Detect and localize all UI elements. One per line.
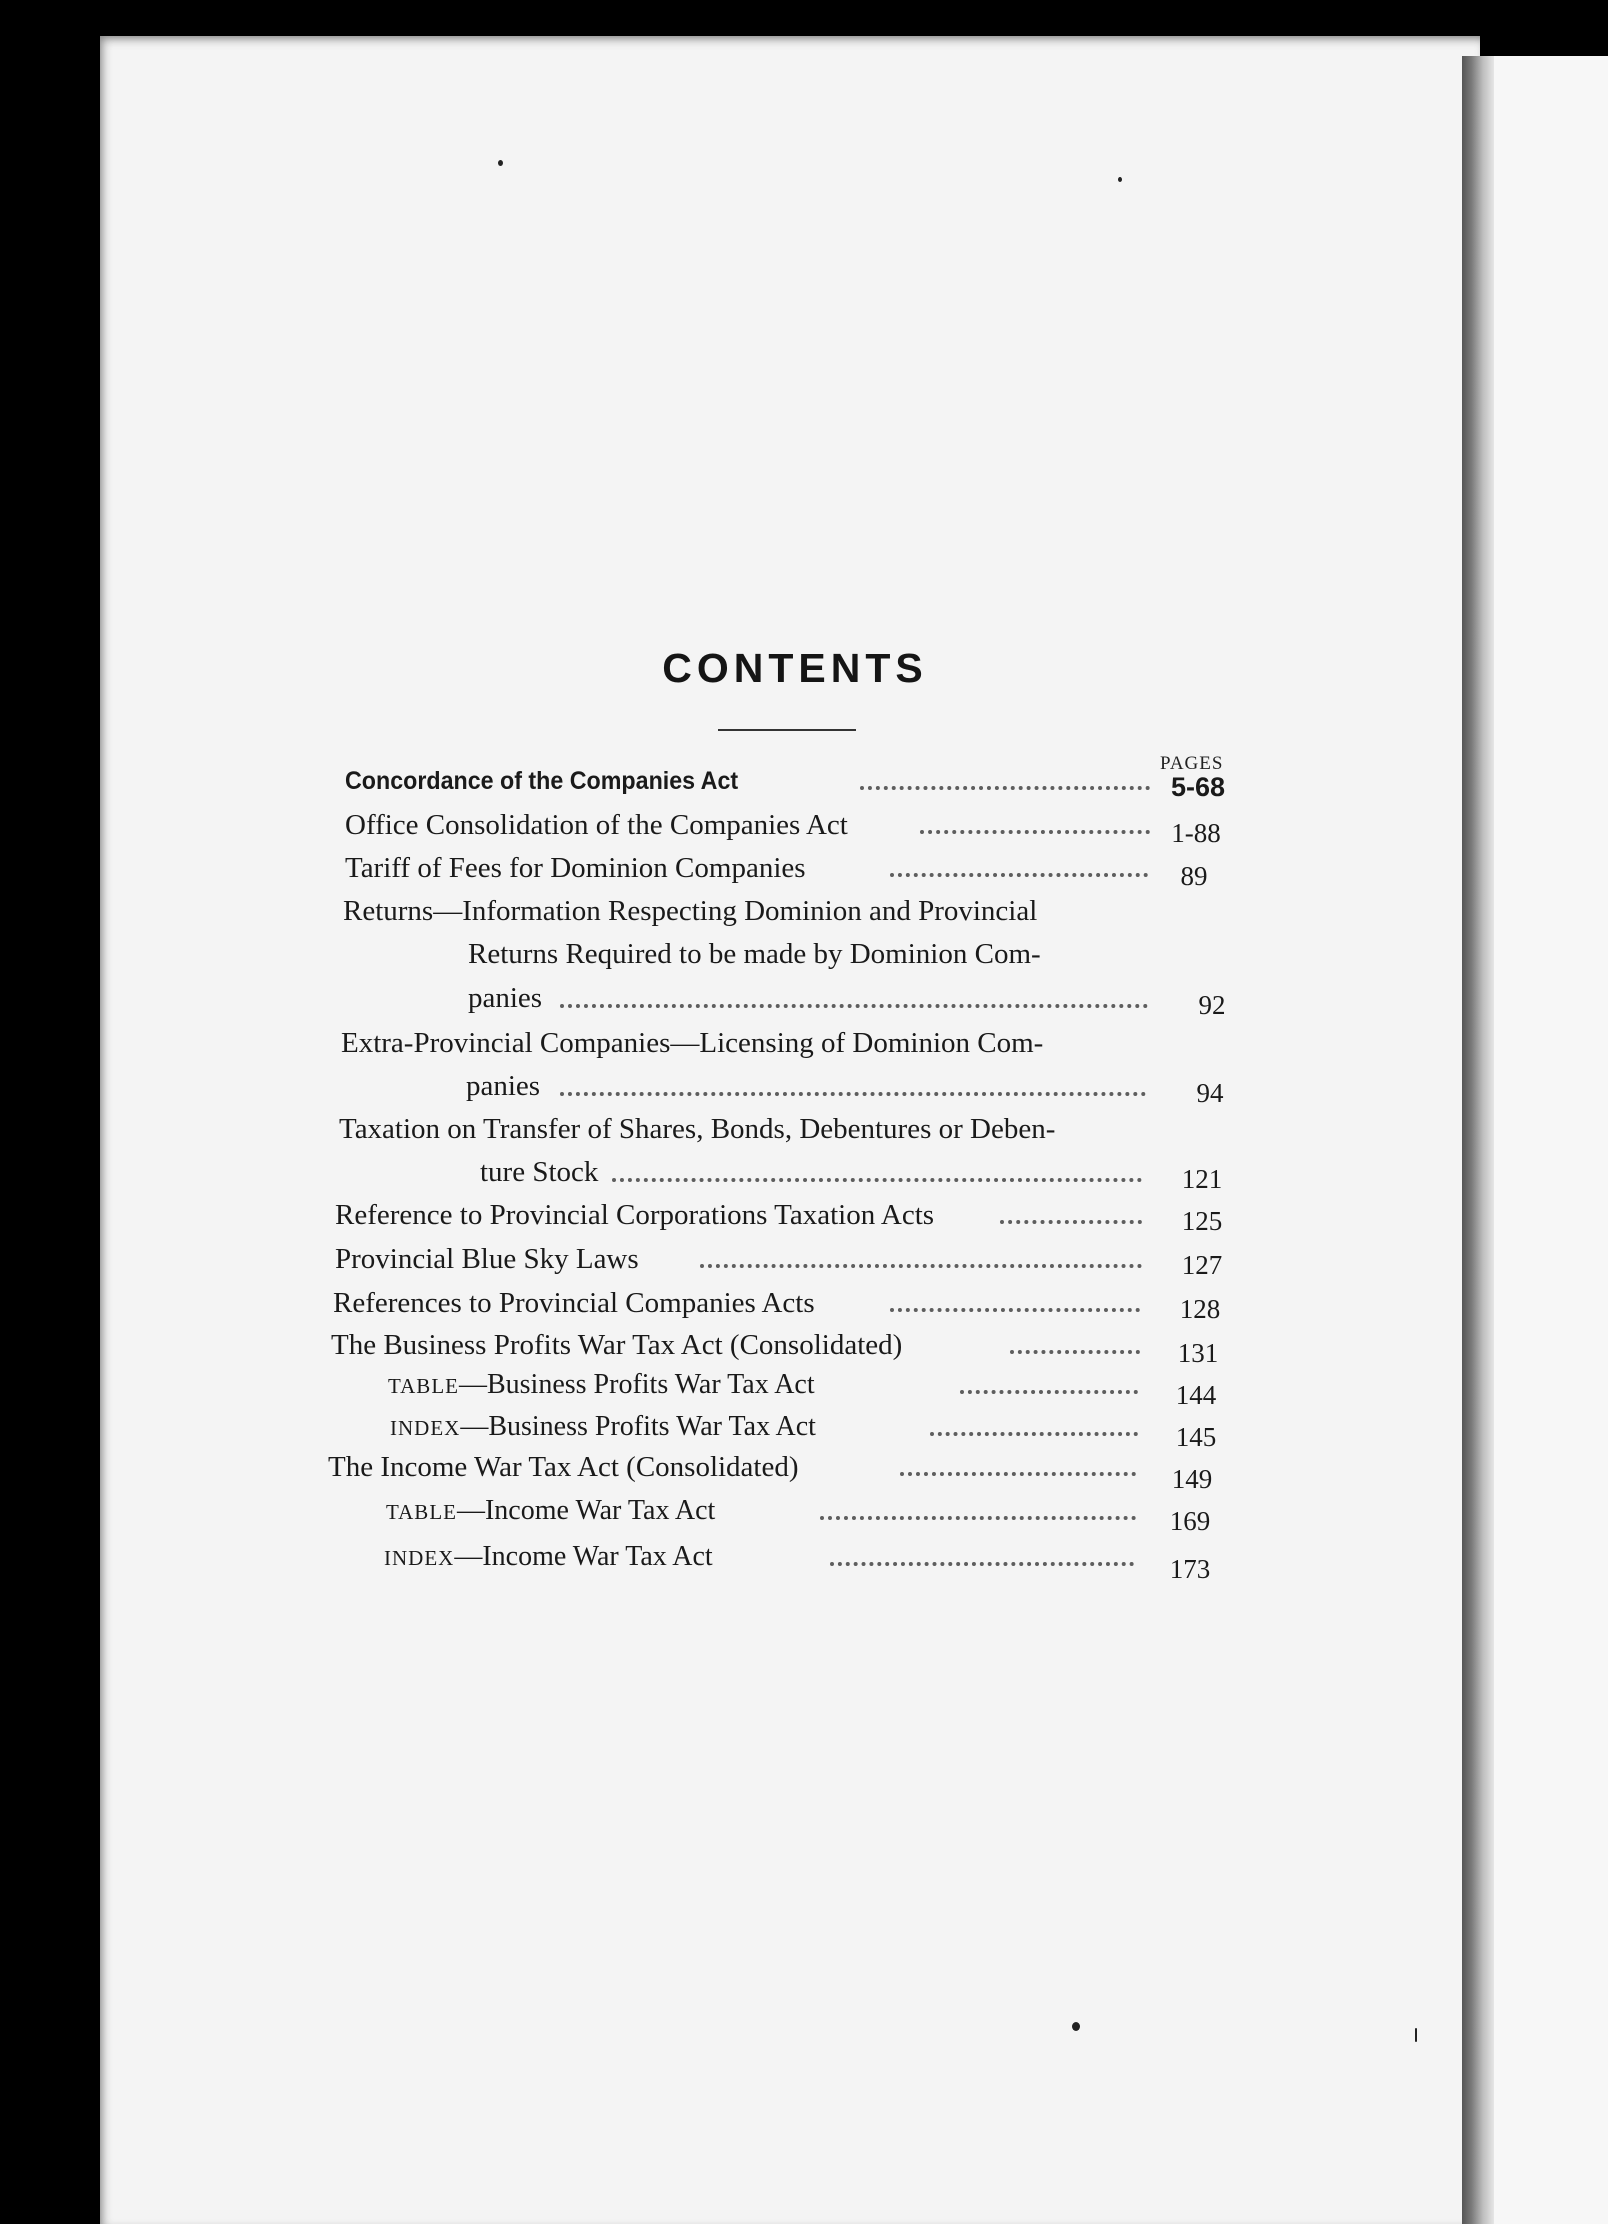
leader-dots — [830, 1552, 1134, 1566]
leader-dots — [900, 1462, 1136, 1476]
heading-rule — [718, 729, 856, 731]
leader-dots — [890, 863, 1148, 877]
leader-dots — [612, 1168, 1142, 1182]
toc-entry-page: 144 — [1175, 1380, 1217, 1410]
toc-entry-title-line: panies — [466, 1064, 546, 1108]
toc-entry-prefix: INDEX — [390, 1416, 461, 1440]
toc-entry[interactable] — [0, 845, 1608, 891]
leader-dots — [890, 1298, 1140, 1312]
toc-entry-page: 94 — [1196, 1078, 1224, 1108]
toc-entry-page: 1-88 — [1171, 818, 1221, 848]
toc-entry[interactable] — [0, 1534, 1608, 1584]
toc-entry[interactable] — [0, 1280, 1608, 1326]
toc-entry-page: 121 — [1181, 1164, 1223, 1194]
toc-entry-title-text: —Income War Tax Act — [456, 1495, 716, 1526]
toc-entry-title: Office Consolidation of the Companies Act — [345, 802, 854, 848]
toc-entry[interactable] — [0, 1362, 1608, 1408]
leader-dots — [700, 1254, 1142, 1268]
toc-entry-title — [388, 1362, 821, 1409]
toc-entry-prefix: TABLE — [388, 1374, 459, 1398]
toc-entry-page: 128 — [1179, 1294, 1221, 1324]
toc-entry-title-line: Taxation on Transfer of Shares, Bonds, Debentures or Deben- — [339, 1106, 1061, 1152]
toc-entry-page: 127 — [1181, 1250, 1223, 1280]
toc-entry-title: References to Provincial Companies Acts — [333, 1280, 821, 1326]
toc-entry-page: 125 — [1181, 1206, 1223, 1236]
toc-entry-title: Tariff of Fees for Dominion Companies — [345, 845, 812, 891]
toc-entry-page: 92 — [1198, 990, 1226, 1020]
toc-entry[interactable] — [0, 758, 1608, 804]
leader-dots — [1000, 1210, 1142, 1224]
toc-entry-page: 131 — [1177, 1338, 1219, 1368]
toc-entry-title: Concordance of the Companies Act — [345, 758, 744, 804]
toc-entry[interactable] — [0, 1444, 1608, 1494]
toc-entry-title-line: Extra-Provincial Companies—Licensing of Dominion Com- — [341, 1020, 1049, 1066]
toc-entry[interactable] — [0, 1236, 1608, 1282]
toc-entry-page: 149 — [1171, 1464, 1213, 1494]
toc-entry-title-text: —Business Profits War Tax Act — [458, 1369, 815, 1400]
toc-entry-title — [386, 1488, 721, 1535]
toc-entry-title-text: —Business Profits War Tax Act — [460, 1411, 816, 1442]
toc-entry[interactable] — [0, 802, 1608, 848]
toc-entry-page: 173 — [1169, 1554, 1211, 1584]
toc-entry-page: 169 — [1169, 1506, 1211, 1536]
toc-entry-title-line: panies — [468, 976, 548, 1020]
toc-entry[interactable] — [0, 1192, 1608, 1238]
leader-dots — [560, 994, 1148, 1008]
toc-entry-page: 5-68 — [1170, 772, 1226, 802]
pages-column-label: PAGES — [1160, 753, 1224, 774]
leader-dots — [560, 1082, 1146, 1096]
toc-entry-page: 145 — [1175, 1422, 1217, 1452]
toc-entry-title — [384, 1534, 719, 1581]
toc-entry-title: The Business Profits War Tax Act (Consolidated) — [331, 1322, 908, 1368]
toc-entry-prefix: TABLE — [386, 1500, 457, 1524]
toc-entry[interactable] — [0, 1020, 1608, 1120]
leader-dots — [930, 1422, 1138, 1436]
toc-entry[interactable] — [0, 888, 1608, 1028]
toc-entry-page: 89 — [1180, 861, 1208, 891]
leader-dots — [960, 1380, 1138, 1394]
toc-entry-title: Provincial Blue Sky Laws — [335, 1236, 645, 1282]
toc-entry-title-text: —Income War Tax Act — [454, 1541, 713, 1572]
toc-entry-title: Reference to Provincial Corporations Taxation Acts — [335, 1192, 940, 1238]
contents-heading: CONTENTS — [662, 645, 928, 691]
toc-entry-title-line: Returns Required to be made by Dominion Com- — [468, 938, 1041, 970]
leader-dots — [920, 820, 1150, 834]
toc-entry-title-line: ture Stock — [480, 1150, 604, 1194]
leader-dots — [820, 1506, 1136, 1520]
leader-dots — [1010, 1340, 1140, 1354]
toc-entry[interactable] — [0, 1106, 1608, 1206]
toc-entry-title-line: Returns—Information Respecting Dominion and Provincial — [343, 888, 1043, 934]
toc-entry-title: The Income War Tax Act (Consolidated) — [328, 1444, 805, 1490]
toc-entry[interactable] — [0, 1488, 1608, 1534]
toc-entry-prefix: INDEX — [384, 1546, 455, 1570]
leader-dots — [860, 776, 1150, 790]
